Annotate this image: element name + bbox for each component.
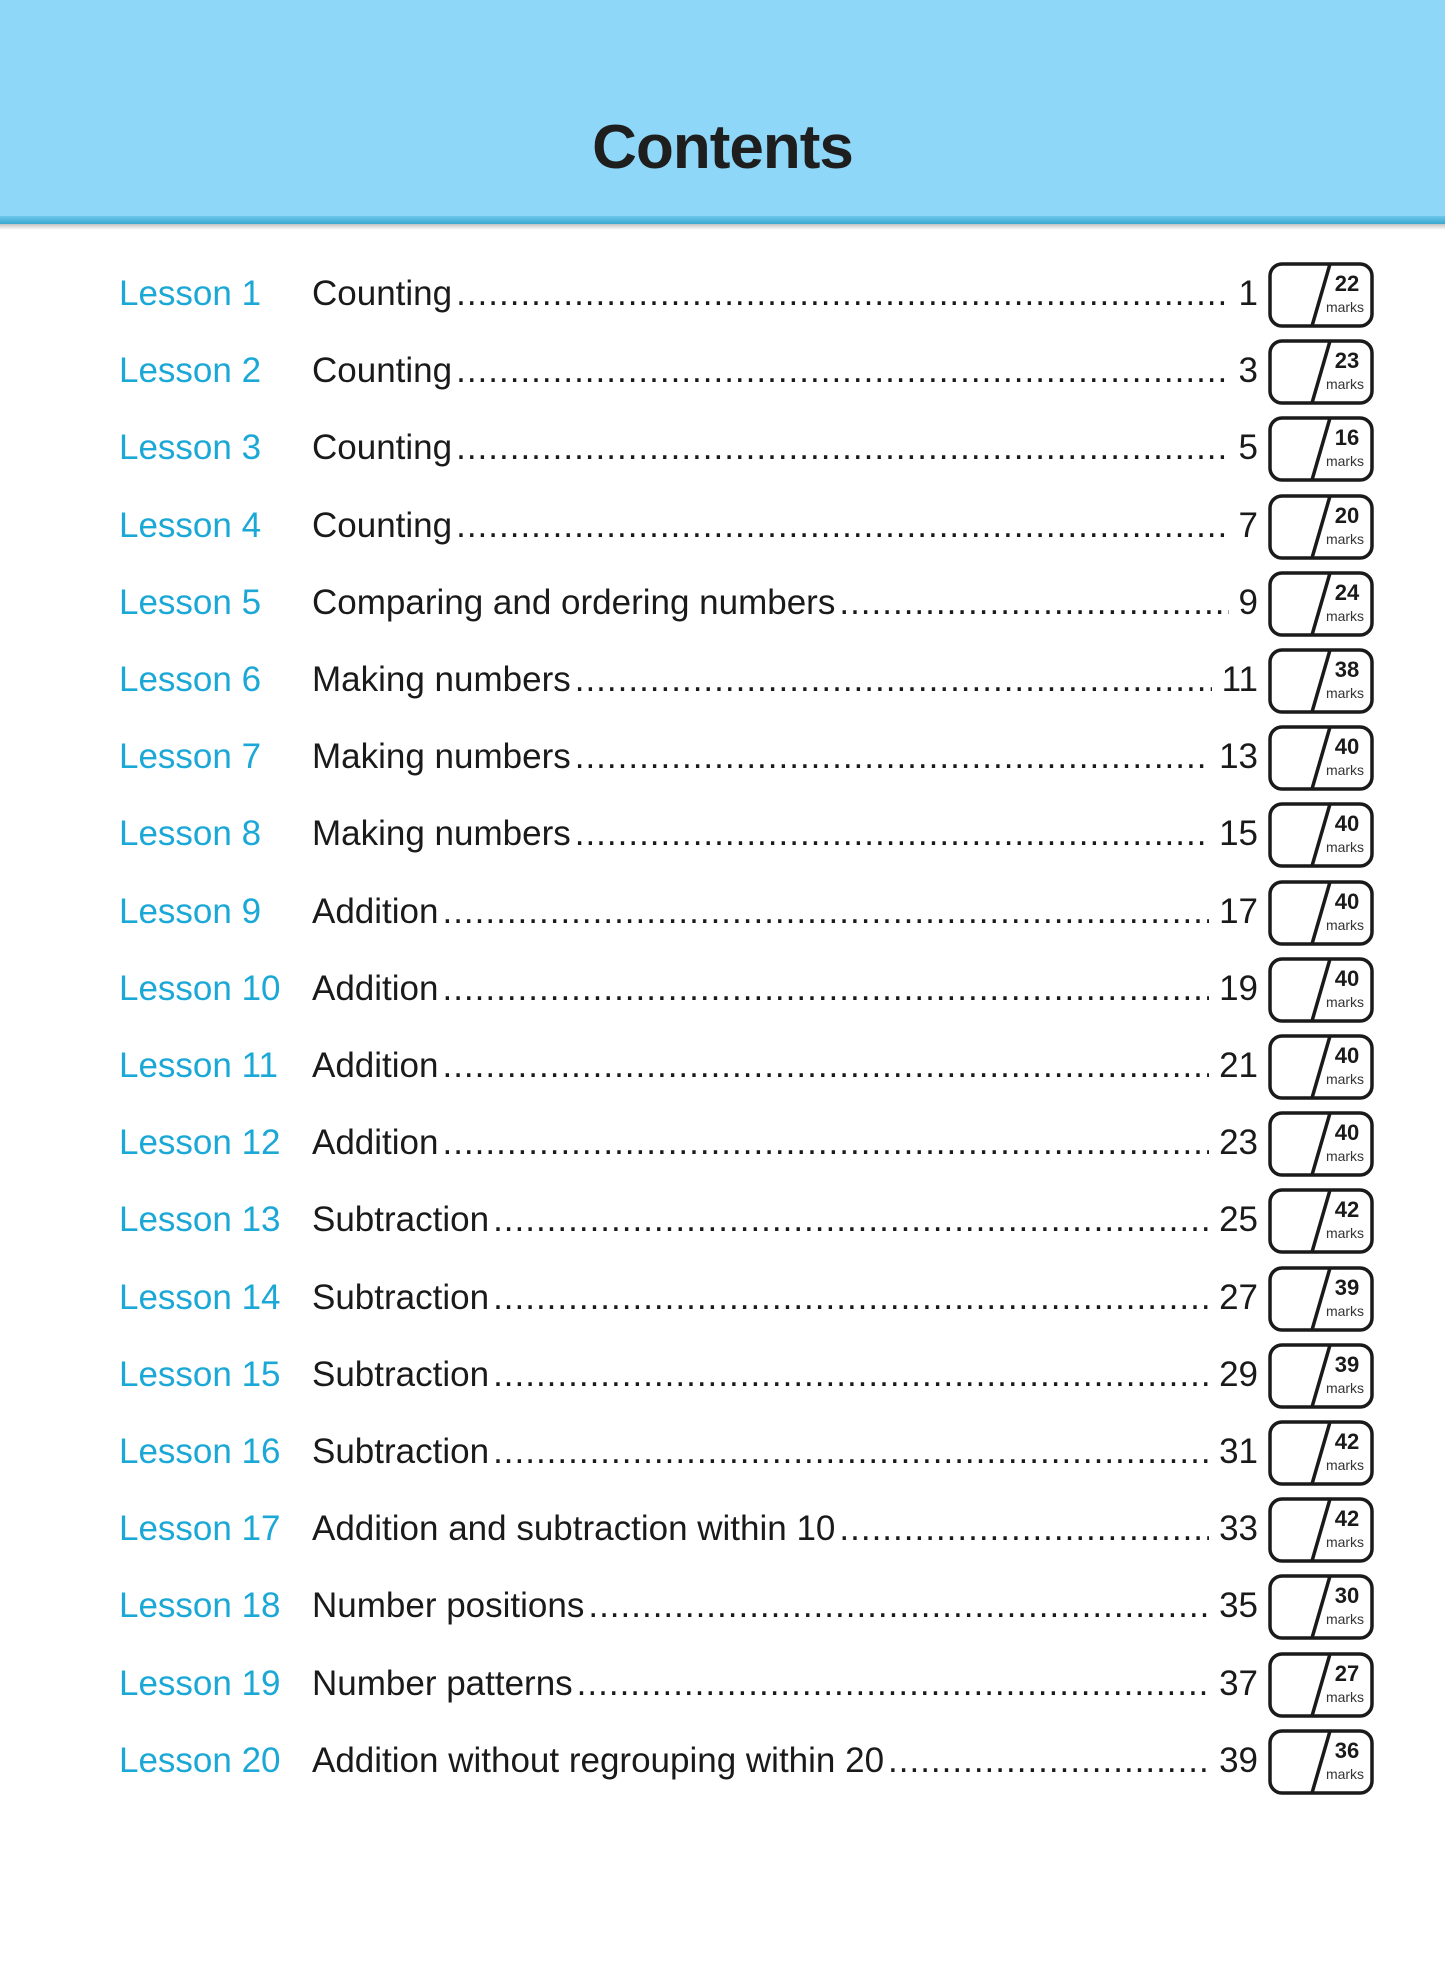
toc-entry [312, 428, 1258, 472]
lesson-topic: Subtraction [312, 1200, 490, 1240]
header-band [0, 216, 1445, 224]
toc-entry [312, 1586, 1258, 1630]
page-number: 5 [1238, 428, 1258, 468]
marks-label: marks [1325, 453, 1365, 470]
lesson-topic: Addition without regrouping within 20 [312, 1740, 885, 1780]
lesson-topic: Number positions [312, 1586, 585, 1626]
lesson-topic: Subtraction [312, 1354, 490, 1394]
marks-label: marks [1325, 1765, 1365, 1782]
lesson-label: Lesson 13 [119, 1200, 281, 1240]
marks-box [1268, 1188, 1374, 1254]
marks-label: marks [1325, 916, 1365, 933]
marks-box [1268, 1266, 1374, 1332]
dot-leader [456, 274, 1228, 314]
toc-row[interactable] [0, 1111, 1445, 1181]
lesson-topic: Making numbers [312, 660, 571, 699]
toc-entry [312, 583, 1258, 627]
lesson-topic: Counting [312, 428, 453, 468]
lesson-label: Lesson 10 [119, 968, 281, 1008]
toc-row[interactable] [0, 1034, 1445, 1104]
toc-entry [312, 1278, 1258, 1322]
marks-total: 42 [1334, 1506, 1360, 1532]
dot-leader [442, 1123, 1209, 1163]
toc-row[interactable] [0, 648, 1445, 718]
lesson-topic: Addition [312, 1046, 439, 1085]
marks-box [1268, 1343, 1374, 1409]
page-number: 31 [1219, 1432, 1258, 1471]
dot-leader [456, 506, 1228, 546]
marks-total: 30 [1334, 1583, 1360, 1609]
marks-total: 38 [1334, 657, 1360, 682]
marks-box [1268, 1574, 1374, 1640]
toc-entry [312, 1200, 1258, 1244]
marks-total: 16 [1334, 425, 1360, 451]
dot-leader [575, 660, 1212, 700]
marks-box [1268, 571, 1374, 637]
marks-total: 39 [1334, 1274, 1360, 1300]
lesson-label: Lesson 15 [119, 1354, 281, 1394]
lesson-label: Lesson 5 [119, 582, 262, 622]
lesson-label: Lesson 3 [119, 428, 262, 468]
dot-leader [493, 1278, 1209, 1318]
lesson-topic: Number patterns [312, 1663, 573, 1703]
dot-leader [456, 351, 1228, 391]
marks-label: marks [1325, 1534, 1365, 1551]
toc-entry [312, 351, 1258, 395]
marks-total: 40 [1334, 965, 1360, 991]
marks-box [1268, 1729, 1374, 1795]
lesson-label: Lesson 7 [119, 737, 262, 777]
lesson-topic: Counting [312, 351, 453, 391]
dot-leader [575, 737, 1209, 777]
lesson-topic: Making numbers [312, 814, 571, 854]
lesson-label: Lesson 20 [119, 1740, 281, 1780]
marks-box [1268, 494, 1374, 560]
marks-total: 36 [1334, 1737, 1360, 1763]
lesson-topic: Addition [312, 968, 439, 1008]
marks-label: marks [1325, 299, 1365, 315]
toc-entry [312, 660, 1258, 704]
lesson-topic: Addition and subtraction within 10 [312, 1509, 836, 1549]
marks-box [1268, 648, 1374, 714]
toc-row[interactable] [0, 802, 1445, 872]
toc-entry [312, 1046, 1258, 1090]
marks-label: marks [1325, 1457, 1365, 1473]
lesson-label: Lesson 11 [119, 1046, 278, 1085]
lesson-label: Lesson 9 [119, 891, 262, 931]
page-number: 29 [1219, 1354, 1258, 1394]
page-number: 21 [1219, 1046, 1258, 1085]
marks-box [1268, 416, 1374, 482]
marks-label: marks [1325, 530, 1365, 547]
toc-row[interactable] [0, 1266, 1445, 1336]
dot-leader [493, 1200, 1209, 1240]
page-number: 35 [1219, 1586, 1258, 1626]
marks-box [1268, 262, 1374, 328]
toc-entry [312, 814, 1258, 858]
marks-label: marks [1325, 839, 1365, 856]
marks-box [1268, 1034, 1374, 1100]
page-number: 39 [1219, 1740, 1258, 1780]
marks-label: marks [1325, 1148, 1365, 1165]
lesson-label: Lesson 2 [119, 351, 262, 391]
marks-total: 40 [1334, 888, 1360, 914]
marks-label: marks [1325, 607, 1365, 624]
page-number: 13 [1219, 737, 1258, 777]
lesson-label: Lesson 17 [119, 1509, 281, 1549]
toc-entry [312, 892, 1258, 936]
lesson-label: Lesson 4 [119, 505, 262, 545]
dot-leader [588, 1586, 1209, 1626]
toc-row[interactable] [0, 880, 1445, 950]
marks-total: 42 [1334, 1429, 1360, 1454]
marks-label: marks [1325, 1225, 1365, 1242]
lesson-topic: Addition [312, 1123, 439, 1163]
toc-entry [312, 1509, 1258, 1553]
page-title: Contents [592, 113, 853, 182]
marks-label: marks [1325, 1611, 1365, 1628]
dot-leader [442, 892, 1209, 932]
marks-label: marks [1325, 1071, 1365, 1087]
lesson-label: Lesson 18 [119, 1586, 281, 1626]
lesson-label: Lesson 19 [119, 1663, 281, 1703]
toc-row[interactable] [0, 1729, 1445, 1799]
dot-leader [456, 428, 1228, 468]
marks-box [1268, 725, 1374, 791]
marks-total: 24 [1334, 579, 1360, 605]
marks-box [1268, 339, 1374, 405]
toc-row[interactable] [0, 725, 1445, 795]
page-number: 3 [1238, 351, 1258, 391]
marks-total: 40 [1334, 1120, 1360, 1146]
marks-total: 40 [1334, 1043, 1360, 1068]
toc-entry [312, 274, 1258, 318]
toc-entry [312, 506, 1258, 550]
page-number: 19 [1219, 968, 1258, 1008]
toc-entry [312, 1741, 1258, 1785]
header-shadow [0, 224, 1445, 230]
toc-entry [312, 1664, 1258, 1708]
toc-row[interactable] [0, 262, 1445, 332]
dot-leader [442, 1046, 1209, 1086]
toc-row[interactable] [0, 1343, 1445, 1413]
marks-box [1268, 802, 1374, 868]
page-number: 17 [1219, 891, 1258, 931]
toc-row[interactable] [0, 416, 1445, 486]
lesson-label: Lesson 14 [119, 1277, 281, 1317]
lesson-topic: Subtraction [312, 1277, 490, 1317]
marks-label: marks [1325, 1302, 1365, 1319]
dot-leader [575, 814, 1209, 854]
page-number: 11 [1221, 660, 1258, 699]
lesson-topic: Comparing and ordering numbers [312, 582, 836, 622]
marks-label: marks [1325, 376, 1365, 393]
lesson-label: Lesson 16 [119, 1432, 281, 1471]
marks-box [1268, 1652, 1374, 1718]
dot-leader [493, 1355, 1209, 1395]
marks-label: marks [1325, 762, 1365, 779]
toc-entry [312, 1355, 1258, 1399]
dot-leader [888, 1741, 1209, 1781]
lesson-label: Lesson 12 [119, 1123, 281, 1163]
dot-leader [839, 1509, 1209, 1549]
marks-total: 39 [1334, 1351, 1360, 1377]
marks-total: 40 [1334, 734, 1360, 760]
lesson-topic: Making numbers [312, 737, 571, 777]
toc-row[interactable] [0, 957, 1445, 1027]
lesson-label: Lesson 8 [119, 814, 262, 854]
dot-leader [442, 969, 1209, 1009]
marks-box [1268, 957, 1374, 1023]
dot-leader [493, 1432, 1209, 1472]
marks-box [1268, 1111, 1374, 1177]
toc-entry [312, 1123, 1258, 1167]
page-number: 15 [1219, 814, 1258, 854]
lesson-topic: Counting [312, 505, 453, 545]
page-number: 9 [1238, 582, 1258, 622]
lesson-topic: Addition [312, 891, 439, 931]
marks-total: 27 [1334, 1660, 1360, 1686]
marks-label: marks [1325, 1379, 1365, 1396]
toc-row[interactable] [0, 1420, 1445, 1490]
page-number: 23 [1219, 1123, 1258, 1163]
marks-label: marks [1325, 1688, 1365, 1705]
lesson-label: Lesson 6 [119, 660, 262, 699]
marks-total: 40 [1334, 811, 1360, 837]
lesson-label: Lesson 1 [119, 274, 262, 313]
toc-entry [312, 737, 1258, 781]
toc-row[interactable] [0, 339, 1445, 409]
dot-leader [577, 1664, 1209, 1704]
toc-entry [312, 1432, 1258, 1476]
toc-row[interactable] [0, 1188, 1445, 1258]
marks-total: 42 [1334, 1197, 1360, 1223]
page-number: 37 [1219, 1663, 1258, 1703]
marks-total: 22 [1334, 271, 1360, 296]
header-banner [0, 0, 1445, 216]
lesson-topic: Counting [312, 274, 453, 313]
page-number: 1 [1238, 274, 1258, 313]
toc-row[interactable] [0, 1574, 1445, 1644]
toc-row[interactable] [0, 1497, 1445, 1567]
page-number: 25 [1219, 1200, 1258, 1240]
marks-box [1268, 1420, 1374, 1486]
marks-box [1268, 1497, 1374, 1563]
lesson-topic: Subtraction [312, 1432, 490, 1471]
dot-leader [839, 583, 1228, 623]
page-number: 27 [1219, 1277, 1258, 1317]
marks-box [1268, 880, 1374, 946]
page-number: 7 [1238, 505, 1258, 545]
marks-label: marks [1325, 685, 1365, 701]
marks-total: 23 [1334, 348, 1360, 374]
toc-row[interactable] [0, 1652, 1445, 1722]
toc-entry [312, 969, 1258, 1013]
marks-label: marks [1325, 993, 1365, 1010]
marks-total: 20 [1334, 502, 1360, 528]
page-number: 33 [1219, 1509, 1258, 1549]
toc-row[interactable] [0, 571, 1445, 641]
toc-row[interactable] [0, 494, 1445, 564]
